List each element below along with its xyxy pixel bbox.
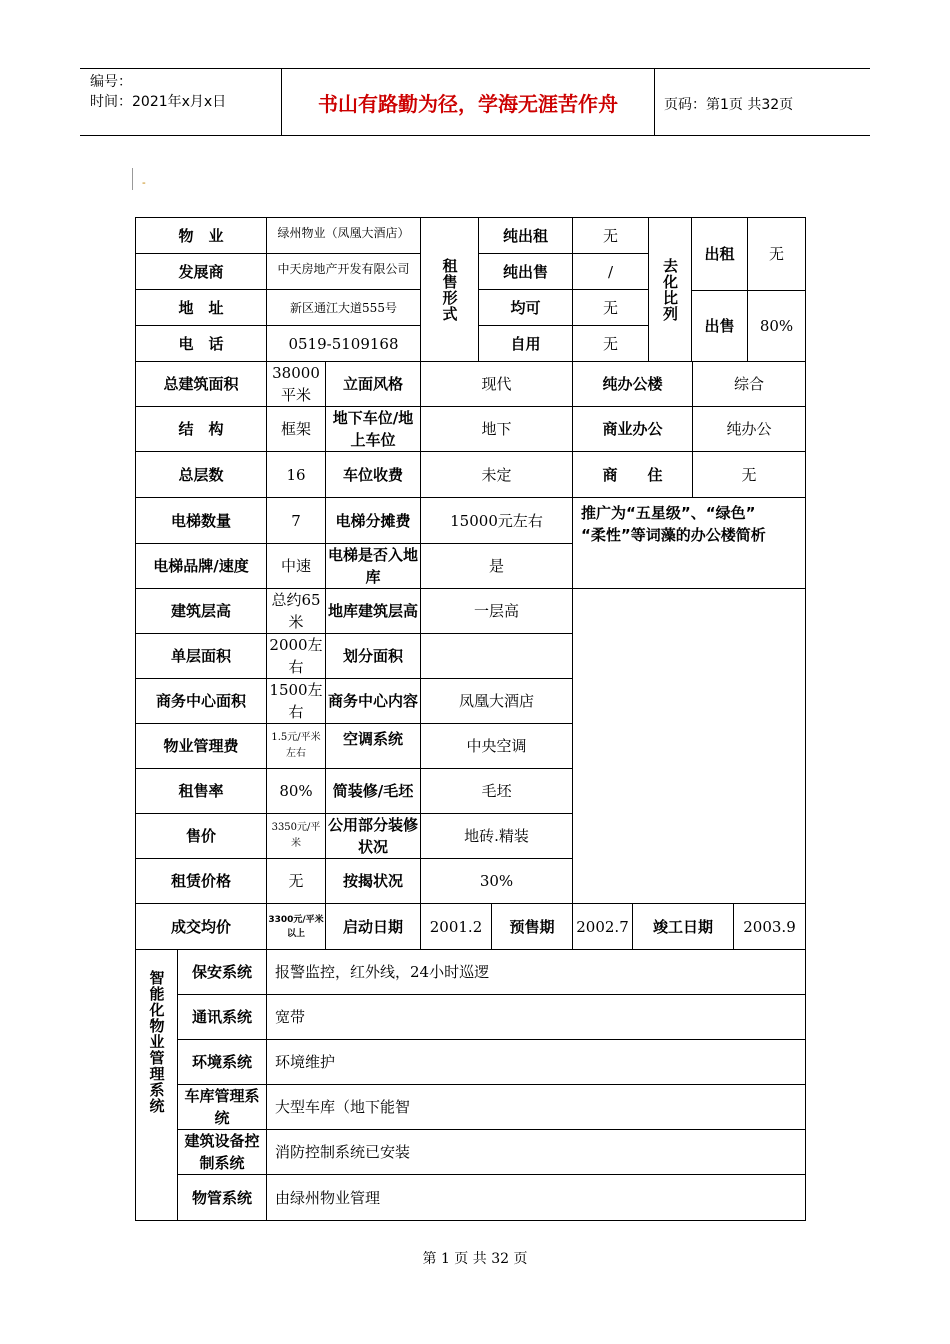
cell-biz-center-content-value: 凤凰大酒店 (420, 678, 573, 724)
cell-comm-value: 宽带 (266, 994, 806, 1040)
header-divider (654, 68, 655, 136)
cell-presale-label: 预售期 (491, 903, 573, 950)
cell-ratio-label: 去化比列 (648, 217, 692, 362)
cell-commercial-office-value: 纯办公 (692, 406, 806, 452)
cell-elevator-brand-label: 电梯品牌/速度 (135, 543, 267, 589)
cell-elevator-count-value: 7 (266, 497, 326, 544)
cell-mgmt-fee-label: 物业管理费 (135, 723, 267, 769)
cell-self-use-value: 无 (572, 325, 649, 362)
cell-wuye-label: 物 业 (135, 217, 267, 254)
cell-row-rate-label: 租售率 (135, 768, 267, 814)
cell-presale-value: 2002.7 (572, 903, 633, 950)
cell-commercial-office-label: 商业办公 (572, 406, 693, 452)
cell-avg-rent-value: 3300元/平米以上 (266, 903, 326, 950)
cell-garage-height-label: 地库建筑层高 (325, 588, 421, 634)
cell-shop-res-value: 无 (692, 451, 806, 498)
promo-line-2: “柔性”等词藻的办公楼简析 (581, 526, 766, 544)
cell-security-label: 保安系统 (177, 949, 267, 995)
cell-pure-office-label: 纯办公楼 (572, 361, 693, 407)
margin-dash: - (142, 176, 146, 189)
cell-floor-height-label: 建筑层高 (135, 588, 267, 634)
cell-single-floor-value: 2000左右 (266, 633, 326, 679)
cell-floors-label: 总层数 (135, 451, 267, 498)
cell-mgmt-fee-value: 1.5元/平米左右 (266, 723, 326, 769)
cell-row-rent-price-value: 无 (266, 858, 326, 904)
header-number: 编号： (90, 74, 132, 90)
cell-developer-value: 中天房地产开发有限公司 (266, 253, 421, 290)
cell-equip-value: 消防控制系统已安装 (266, 1129, 806, 1175)
cell-avg-rent-label: 成交均价 (135, 903, 267, 950)
property-table (135, 217, 806, 1221)
cell-division-value (420, 633, 573, 679)
header-top-rule (80, 68, 870, 69)
cell-public-decor-value: 地砖.精装 (420, 813, 573, 859)
cell-facade-label: 立面风格 (325, 361, 421, 407)
cell-comm-label: 通讯系统 (177, 994, 267, 1040)
cell-parking-fee-value: 未定 (420, 451, 573, 498)
cell-pure-rent-label: 纯出租 (478, 217, 573, 254)
cell-mortgage-value: 30% (420, 858, 573, 904)
cell-pm-label: 物管系统 (177, 1174, 267, 1221)
cell-ratio-sale-value: 80% (747, 290, 806, 362)
promo-line-1: 推广为“五星级”、“绿色” (581, 504, 756, 522)
cell-garage-height-value: 一层高 (420, 588, 573, 634)
cell-elevator-count-label: 电梯数量 (135, 497, 267, 544)
cell-division-label: 划分面积 (325, 633, 421, 679)
cell-elevator-garage-label: 电梯是否入地库 (325, 543, 421, 589)
cell-address-value: 新区通江大道555号 (266, 289, 421, 326)
cell-security-value: 报警监控，红外线，24小时巡逻 (266, 949, 806, 995)
cell-self-use-label: 自用 (478, 325, 573, 362)
cell-pure-office-value: 综合 (692, 361, 806, 407)
cell-garage-label: 车库管理系统 (177, 1084, 267, 1130)
cell-elevator-share-value: 15000元左右 (420, 497, 573, 544)
cell-public-decor-label: 公用部分装修状况 (325, 813, 421, 859)
cell-pm-value: 由绿州物业管理 (266, 1174, 806, 1221)
cell-facade-value: 现代 (420, 361, 573, 407)
cell-env-value: 环境维护 (266, 1039, 806, 1085)
cell-either-label: 均可 (478, 289, 573, 326)
cell-complete-label: 竣工日期 (632, 903, 734, 950)
cell-ratio-rent-label: 出租 (691, 217, 748, 291)
cell-shop-res-label: 商 住 (572, 451, 693, 498)
header-bottom-rule (80, 135, 870, 136)
cell-start-value: 2001.2 (420, 903, 492, 950)
cell-pure-sale-label: 纯出售 (478, 253, 573, 290)
cell-floors-value: 16 (266, 451, 326, 498)
cell-structure-value: 框架 (266, 406, 326, 452)
cell-row-rate-value: 80% (266, 768, 326, 814)
cell-promo-text (572, 497, 806, 589)
cell-garage-value: 大型车库（地下能智 (266, 1084, 806, 1130)
cell-mortgage-label: 按揭状况 (325, 858, 421, 904)
cell-elevator-share-label: 电梯分摊费 (325, 497, 421, 544)
cell-pure-sale-value: / (572, 253, 649, 290)
cell-single-floor-label: 单层面积 (135, 633, 267, 679)
cell-row-rent-price-label: 租赁价格 (135, 858, 267, 904)
cell-smart-label: 智能化物业管理系统 (135, 949, 178, 1221)
cell-elevator-garage-value: 是 (420, 543, 573, 589)
header-time: 时间：2021年x月x日 (90, 94, 227, 110)
cell-decor-label: 简装修/毛坯 (325, 768, 421, 814)
cell-structure-label: 结 构 (135, 406, 267, 452)
cell-decor-value: 毛坯 (420, 768, 573, 814)
margin-marker (132, 168, 133, 190)
page-footer: 第 1 页 共 32 页 (422, 1251, 528, 1267)
cell-total-area-value: 38000平米 (266, 361, 326, 407)
cell-ratio-sale-label: 出售 (691, 290, 748, 362)
cell-parking-value: 地下 (420, 406, 573, 452)
cell-blank-area (572, 588, 806, 904)
cell-address-label: 地 址 (135, 289, 267, 326)
cell-equip-label: 建筑设备控制系统 (177, 1129, 267, 1175)
cell-elevator-brand-value: 中速 (266, 543, 326, 589)
cell-complete-value: 2003.9 (733, 903, 806, 950)
header-page-info: 页码：第1页 共32页 (664, 97, 794, 113)
cell-total-area-label: 总建筑面积 (135, 361, 267, 407)
cell-ac-value: 中央空调 (420, 723, 573, 769)
header-motto: 书山有路勤为径，学海无涯苦作舟 (318, 92, 618, 116)
cell-biz-center-area-value: 1500左右 (266, 678, 326, 724)
cell-env-label: 环境系统 (177, 1039, 267, 1085)
cell-parking-fee-label: 车位收费 (325, 451, 421, 498)
cell-floor-height-value: 总约65米 (266, 588, 326, 634)
cell-phone-value: 0519-5109168 (266, 325, 421, 362)
cell-wuye-value: 绿州物业（凤凰大酒店） (266, 217, 421, 254)
cell-biz-center-content-label: 商务中心内容 (325, 678, 421, 724)
cell-start-label: 启动日期 (325, 903, 421, 950)
cell-biz-center-area-label: 商务中心面积 (135, 678, 267, 724)
cell-row-sale-value: 3350元/平米 (266, 813, 326, 859)
header-meta (90, 72, 226, 112)
cell-pure-rent-value: 无 (572, 217, 649, 254)
cell-parking-label: 地下车位/地上车位 (325, 406, 421, 452)
cell-either-value: 无 (572, 289, 649, 326)
cell-row-sale-label: 售价 (135, 813, 267, 859)
cell-phone-label: 电 话 (135, 325, 267, 362)
cell-rent-form-label: 租售形式 (420, 217, 479, 362)
cell-developer-label: 发展商 (135, 253, 267, 290)
cell-ac-label: 空调系统 (325, 723, 421, 769)
cell-ratio-rent-value: 无 (747, 217, 806, 291)
